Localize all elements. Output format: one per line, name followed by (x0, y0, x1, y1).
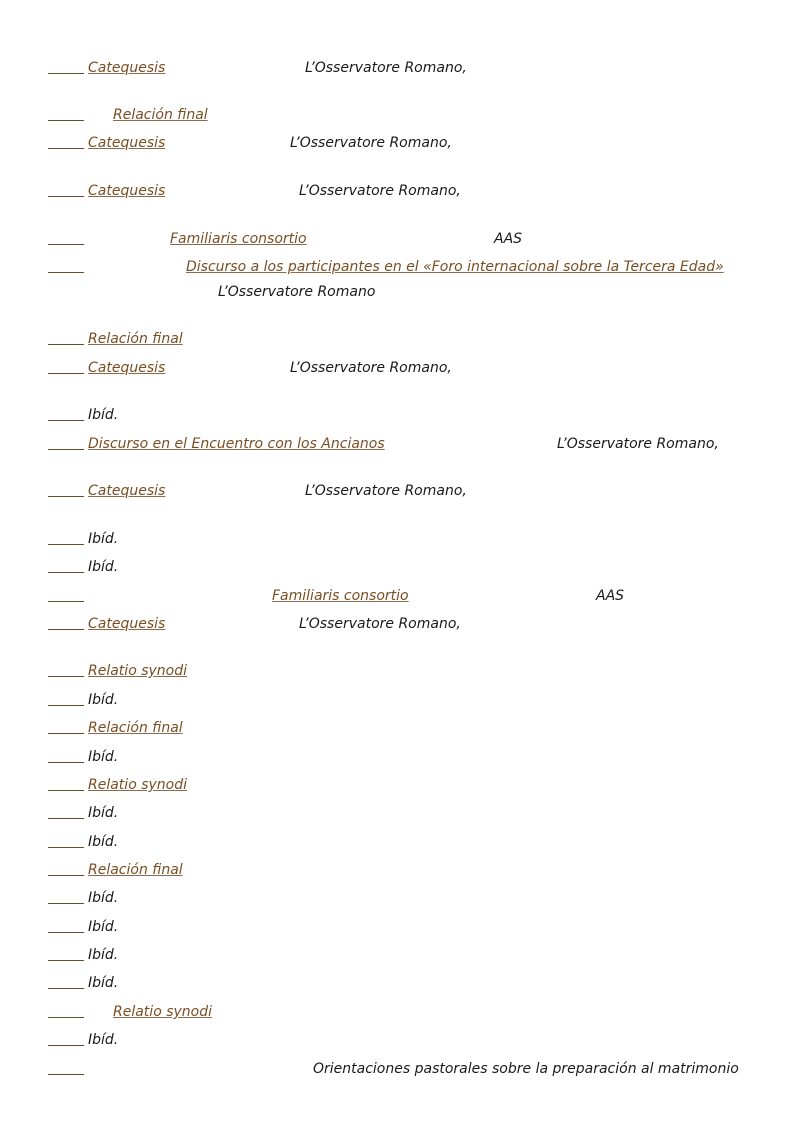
footnote-reference-rule (48, 587, 84, 602)
citation-link[interactable]: Relatio synodi (88, 777, 187, 793)
footnote-reference-rule (48, 258, 84, 273)
footnote-reference-rule (48, 691, 84, 706)
citation-text: Ibíd. (88, 805, 119, 821)
citation-text: L’Osservatore Romano, (305, 60, 467, 76)
footnote-reference-rule (48, 530, 84, 545)
footnote-reference-rule (48, 330, 84, 345)
footnote-reference-rule (48, 748, 84, 763)
citation-link[interactable]: Relación final (88, 331, 183, 347)
citation-text: Orientaciones pastorales sobre la preparación al matrimonio (313, 1061, 739, 1077)
footnote-row (0, 182, 793, 202)
footnote-row (0, 1060, 793, 1080)
citation-text: Ibíd. (88, 834, 119, 850)
footnote-reference-rule (48, 1031, 84, 1046)
citation-link[interactable]: Relatio synodi (88, 663, 187, 679)
footnote-row (0, 1003, 793, 1023)
citation-text: Ibíd. (88, 749, 119, 765)
citation-text: L’Osservatore Romano, (299, 616, 461, 632)
footnote-row (0, 662, 793, 682)
footnote-row (0, 482, 793, 502)
footnote-row (0, 435, 793, 455)
footnote-reference-rule (48, 719, 84, 734)
footnote-row (0, 861, 793, 881)
footnote-row (0, 946, 793, 966)
citation-text: Ibíd. (88, 559, 119, 575)
footnote-reference-rule (48, 435, 84, 450)
citation-text: Ibíd. (88, 947, 119, 963)
footnote-row (0, 258, 793, 300)
footnote-row (0, 719, 793, 739)
citation-text: Ibíd. (88, 919, 119, 935)
citation-link[interactable]: Relatio synodi (113, 1004, 212, 1020)
citation-link[interactable]: Relación final (113, 107, 208, 123)
citation-link[interactable]: Familiaris consortio (272, 588, 409, 604)
citation-text: Ibíd. (88, 531, 119, 547)
footnote-reference-rule (48, 662, 84, 677)
citation-link[interactable]: Familiaris consortio (170, 231, 307, 247)
citation-text: Ibíd. (88, 407, 119, 423)
footnote-reference-rule (48, 861, 84, 876)
footnote-reference-rule (48, 59, 84, 74)
citation-link[interactable]: Discurso a los participantes en el «Foro internacional sobre la Tercera Edad» (186, 259, 724, 275)
footnote-reference-rule (48, 833, 84, 848)
footnote-row (0, 330, 793, 350)
footnote-reference-rule (48, 558, 84, 573)
citation-link[interactable]: Catequesis (88, 135, 166, 151)
footnote-row (0, 691, 793, 711)
footnote-reference-rule (48, 615, 84, 630)
citation-link[interactable]: Discurso en el Encuentro con los Ancianos (88, 436, 385, 452)
citation-text: Ibíd. (88, 1032, 119, 1048)
footnote-row (0, 359, 793, 379)
citation-text: L’Osservatore Romano, (290, 135, 452, 151)
footnote-reference-rule (48, 974, 84, 989)
footnote-reference-rule (48, 1060, 84, 1075)
footnote-reference-rule (48, 106, 84, 121)
footnote-row (0, 918, 793, 938)
footnote-row (0, 1031, 793, 1051)
footnote-reference-rule (48, 889, 84, 904)
citation-link[interactable]: Catequesis (88, 616, 166, 632)
footnote-reference-rule (48, 1003, 84, 1018)
footnote-row (0, 833, 793, 853)
footnote-reference-rule (48, 918, 84, 933)
footnote-reference-rule (48, 776, 84, 791)
footnote-row (0, 974, 793, 994)
footnote-row (0, 587, 793, 607)
footnote-row (0, 134, 793, 154)
footnote-row (0, 889, 793, 909)
citation-link[interactable]: Catequesis (88, 483, 166, 499)
citation-text: L’Osservatore Romano, (305, 483, 467, 499)
footnote-reference-rule (48, 804, 84, 819)
citation-text: L’Osservatore Romano, (557, 436, 719, 452)
citation-text: L’Osservatore Romano (218, 284, 376, 300)
citation-text: L’Osservatore Romano, (290, 360, 452, 376)
citation-link[interactable]: Catequesis (88, 183, 166, 199)
citation-text: AAS (494, 231, 523, 247)
footnote-row (0, 804, 793, 824)
citation-text: Ibíd. (88, 692, 119, 708)
footnote-row (0, 230, 793, 250)
citation-link[interactable]: Relación final (88, 720, 183, 736)
footnote-reference-rule (48, 406, 84, 421)
footnote-row (0, 615, 793, 635)
citation-link[interactable]: Relación final (88, 862, 183, 878)
footnote-row (0, 776, 793, 796)
footnote-reference-rule (48, 134, 84, 149)
footnote-row (0, 558, 793, 578)
citation-text: L’Osservatore Romano, (299, 183, 461, 199)
citation-link[interactable]: Catequesis (88, 360, 166, 376)
footnote-reference-rule (48, 482, 84, 497)
citation-text: Ibíd. (88, 975, 119, 991)
footnote-row (0, 106, 793, 126)
footnote-row (0, 406, 793, 426)
footnote-row (0, 748, 793, 768)
footnote-reference-rule (48, 946, 84, 961)
footnote-row (0, 59, 793, 79)
footnote-reference-rule (48, 359, 84, 374)
citation-text: Ibíd. (88, 890, 119, 906)
footnote-reference-rule (48, 230, 84, 245)
footnote-row (0, 530, 793, 550)
footnote-reference-rule (48, 182, 84, 197)
citation-text: AAS (596, 588, 625, 604)
citation-link[interactable]: Catequesis (88, 60, 166, 76)
